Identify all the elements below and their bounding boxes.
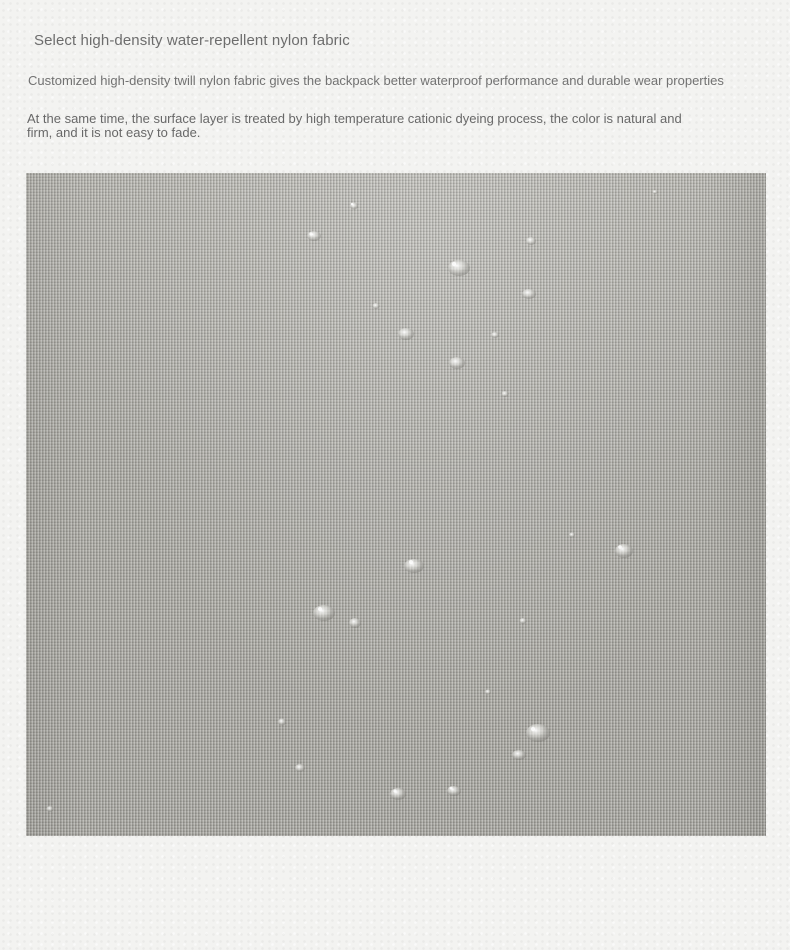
water-droplet xyxy=(404,559,424,573)
droplet-highlight xyxy=(318,607,322,611)
water-droplet xyxy=(448,260,470,276)
water-droplet xyxy=(313,605,335,621)
water-droplet xyxy=(526,237,536,245)
water-droplet xyxy=(47,806,54,812)
water-droplet xyxy=(398,328,414,340)
fabric-photo xyxy=(26,173,766,836)
water-droplet xyxy=(491,332,499,338)
water-droplet xyxy=(512,750,526,760)
droplet-highlight xyxy=(452,262,456,266)
droplet-highlight xyxy=(531,727,535,731)
water-droplet xyxy=(278,719,286,726)
droplet-highlight xyxy=(618,545,622,549)
water-droplet xyxy=(522,289,536,299)
water-droplet xyxy=(485,690,491,695)
water-droplet xyxy=(653,190,658,194)
description-waterproof: Customized high-density twill nylon fabric gives the backpack better waterproof performance and durable wear properties xyxy=(28,73,724,88)
droplet-highlight xyxy=(309,232,312,235)
droplet-highlight xyxy=(351,203,353,205)
droplet-highlight xyxy=(450,787,453,790)
water-droplet xyxy=(447,786,461,796)
water-droplet xyxy=(520,618,527,624)
water-droplet xyxy=(502,391,509,397)
description-dyeing: At the same time, the surface layer is treated by high temperature cationic dyeing process, the color is natural and firm, and it is not easy to fade. xyxy=(27,111,682,140)
water-droplet xyxy=(390,788,406,800)
water-droplet xyxy=(349,618,361,628)
water-droplet xyxy=(307,231,321,241)
water-droplet xyxy=(373,303,380,309)
water-droplet xyxy=(615,544,633,558)
water-droplets xyxy=(26,173,766,836)
headline: Select high-density water-repellent nylon fabric xyxy=(34,32,350,49)
water-droplet xyxy=(449,357,465,369)
droplet-highlight xyxy=(393,789,396,792)
droplet-highlight xyxy=(409,560,413,564)
water-droplet xyxy=(526,724,550,742)
water-droplet xyxy=(295,764,305,772)
water-droplet xyxy=(569,533,575,538)
